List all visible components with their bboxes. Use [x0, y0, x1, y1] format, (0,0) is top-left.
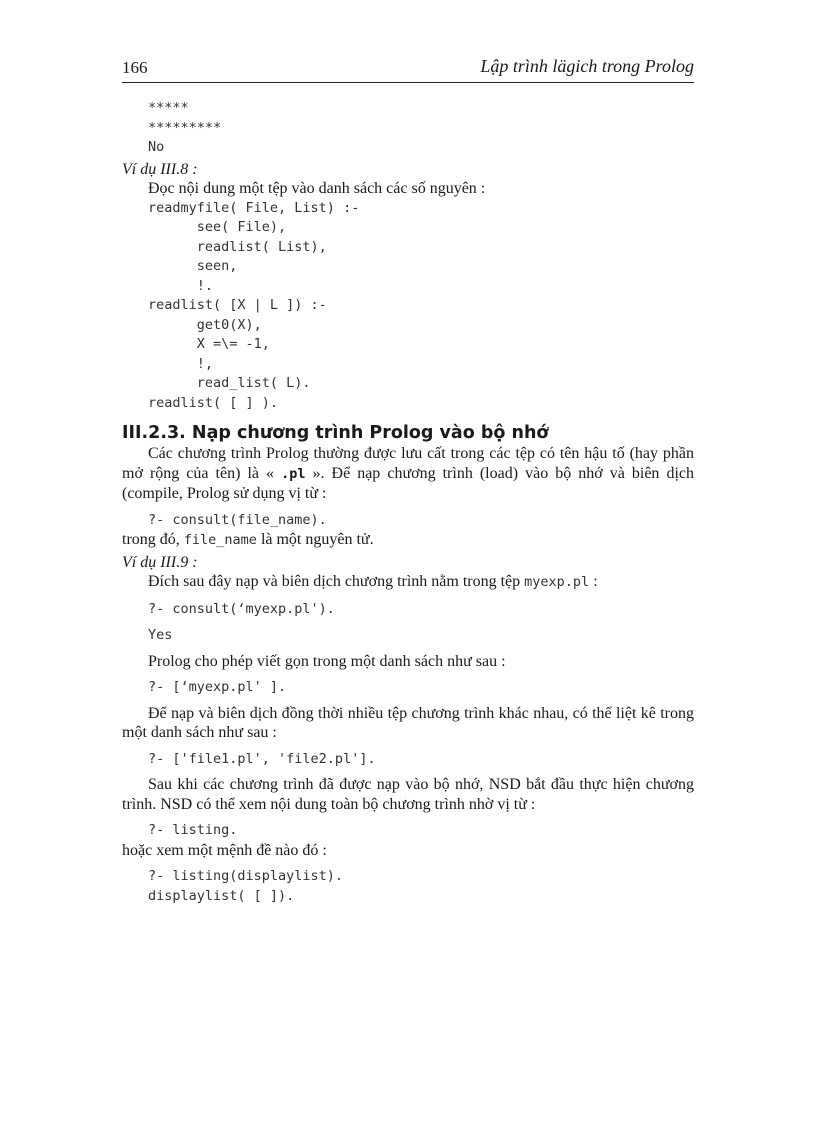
paragraph: [122, 530, 694, 551]
code-line: seen,: [148, 258, 238, 274]
inline-code: file_name: [183, 532, 257, 548]
code-line: get0(X),: [148, 316, 262, 333]
page-header: [122, 56, 694, 83]
section-paragraph: [122, 444, 694, 504]
page-content: [122, 99, 694, 906]
code-line: readlist( [X | L ]) :-: [148, 297, 327, 313]
text-span: Đích sau đây nạp và biên dịch chương trình nằm trong tệp: [148, 573, 525, 590]
code-line: displaylist( [ ]).: [148, 887, 295, 904]
code-line: !,: [148, 355, 214, 372]
paragraph: Để nạp và biên dịch đồng thời nhiều tệp chương trình khác nhau, có thể liệt kê trong một danh sách như sau :: [122, 704, 694, 741]
inline-code: .pl: [281, 465, 306, 482]
example-description: [122, 572, 694, 593]
code-line: ?- [‘myexp.pl' ].: [148, 679, 287, 695]
code-line: ?- listing.: [148, 822, 238, 838]
code-output-line: *********: [148, 119, 222, 136]
text-span: ». Để nạp chương trình (load) vào bộ nhớ và biên dịch (compile, Prolog sử dụng vị từ :: [122, 464, 695, 502]
code-line: !.: [148, 277, 214, 294]
code-output-line: Yes: [148, 627, 173, 643]
code-output-line: *****: [148, 100, 189, 116]
paragraph: Prolog cho phép viết gọn trong một danh sách như sau :: [148, 652, 506, 670]
paragraph: hoặc xem một mệnh đề nào đó :: [122, 841, 327, 859]
code-output-line: No: [148, 139, 165, 155]
code-line: ?- ['file1.pl', 'file2.pl'].: [148, 750, 376, 767]
code-line: readlist( List),: [148, 238, 327, 255]
inline-code: myexp.pl: [524, 574, 590, 590]
code-line: read_list( L).: [148, 375, 311, 391]
code-line: readlist( [ ] ).: [148, 394, 279, 411]
paragraph: Sau khi các chương trình đã được nạp vào bộ nhớ, NSD bắt đầu thực hiện chương trình. NSD có thể xem nội dung toàn bộ chương trình nhờ vị từ :: [122, 776, 694, 813]
running-title: Lập trình lägich trong Prolog: [480, 56, 694, 76]
example-label: Ví dụ III.9 :: [122, 553, 198, 571]
page-number: 166: [122, 58, 148, 77]
code-line: ?- listing(displaylist).: [148, 868, 344, 884]
text-span: là một nguyên tử.: [256, 531, 374, 548]
code-line: X =\= -1,: [148, 336, 270, 352]
code-line: ?- consult(file_name).: [148, 511, 327, 528]
code-line: ?- consult(‘myexp.pl').: [148, 600, 335, 617]
code-line: see( File),: [148, 219, 287, 235]
example-description: Đọc nội dung một tệp vào danh sách các số nguyên :: [148, 180, 486, 197]
example-label: Ví dụ III.8 :: [122, 160, 198, 178]
code-line: readmyfile( File, List) :-: [148, 199, 360, 216]
section-heading: III.2.3. Nạp chương trình Prolog vào bộ nhớ: [122, 423, 549, 443]
text-span: Các chương trình Prolog thường được lưu cất trong các tệp có tên hậu tố (hay phần mở rộng của tên) là «: [122, 445, 694, 482]
text-span: trong đó,: [122, 531, 184, 548]
text-span: :: [589, 573, 598, 590]
